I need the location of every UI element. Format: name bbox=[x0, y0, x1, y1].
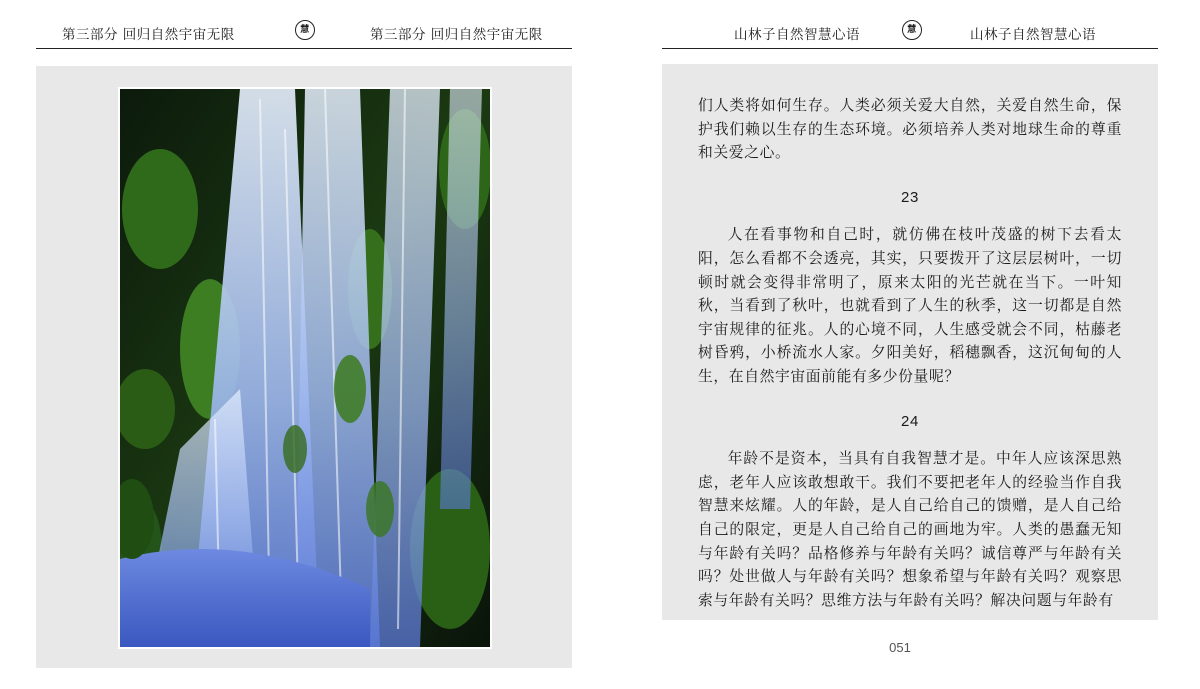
running-header-right bbox=[662, 14, 1158, 49]
waterfall-photo bbox=[120, 89, 490, 647]
body-text bbox=[698, 94, 1122, 612]
running-header-left bbox=[36, 14, 572, 49]
continued-paragraph: 们人类将如何生存。人类必须关爱大自然，关爱自然生命，保护我们赖以生存的生态环境。必须培养人类对地球生命的尊重和关爱之心。 bbox=[698, 97, 1122, 162]
header-part-title-repeat: 第三部分 回归自然宇宙无限 bbox=[370, 27, 543, 43]
page-number: 051 bbox=[889, 640, 911, 655]
photo-panel bbox=[36, 66, 572, 668]
header-book-title: 山林子自然智慧心语 bbox=[734, 27, 860, 43]
header-badge-icon: 慧 bbox=[902, 20, 922, 40]
text-panel bbox=[662, 64, 1158, 620]
header-badge-icon: 慧 bbox=[295, 20, 315, 40]
section-number: 23 bbox=[901, 188, 919, 206]
right-page bbox=[600, 0, 1200, 689]
header-part-title: 第三部分 回归自然宇宙无限 bbox=[62, 27, 235, 43]
section-paragraph: 年龄不是资本，当具有自我智慧才是。中年人应该深思熟虑，老年人应该敢想敢干。我们不要把老年人的经验当作自我智慧来炫耀。人的年龄，是人自己给自己的馈赠，是人自己给自己的限定，更是人自己给自己的画地为牢。人类的愚蠢无知与年龄有关吗？品格修养与年龄有关吗？诚信尊严与年龄有关吗？处世做人与年龄有关吗？想象希望与年龄有关吗？观察思索与年龄有关吗？思维方法与年龄有关吗？解决问题与年龄有 bbox=[698, 450, 1122, 609]
header-book-title-repeat: 山林子自然智慧心语 bbox=[970, 27, 1096, 43]
section-paragraph: 人在看事物和自己时，就仿佛在枝叶茂盛的树下去看太阳，怎么看都不会透亮，其实，只要拨开了这层层树叶，一切顿时就会变得非常明了，原来太阳的光芒就在当下。一叶知秋，当看到了秋叶，也就看到了人生的秋季，这一切都是自然宇宙规律的征兆。人的心境不同，人生感受就会不同，枯藤老树昏鸦，小桥流水人家。夕阳美好，稻穗飘香，这沉甸甸的人生，在自然宇宙面前能有多少份量呢？ bbox=[698, 226, 1122, 385]
photo-frame bbox=[118, 87, 492, 649]
section-number: 24 bbox=[901, 412, 919, 430]
